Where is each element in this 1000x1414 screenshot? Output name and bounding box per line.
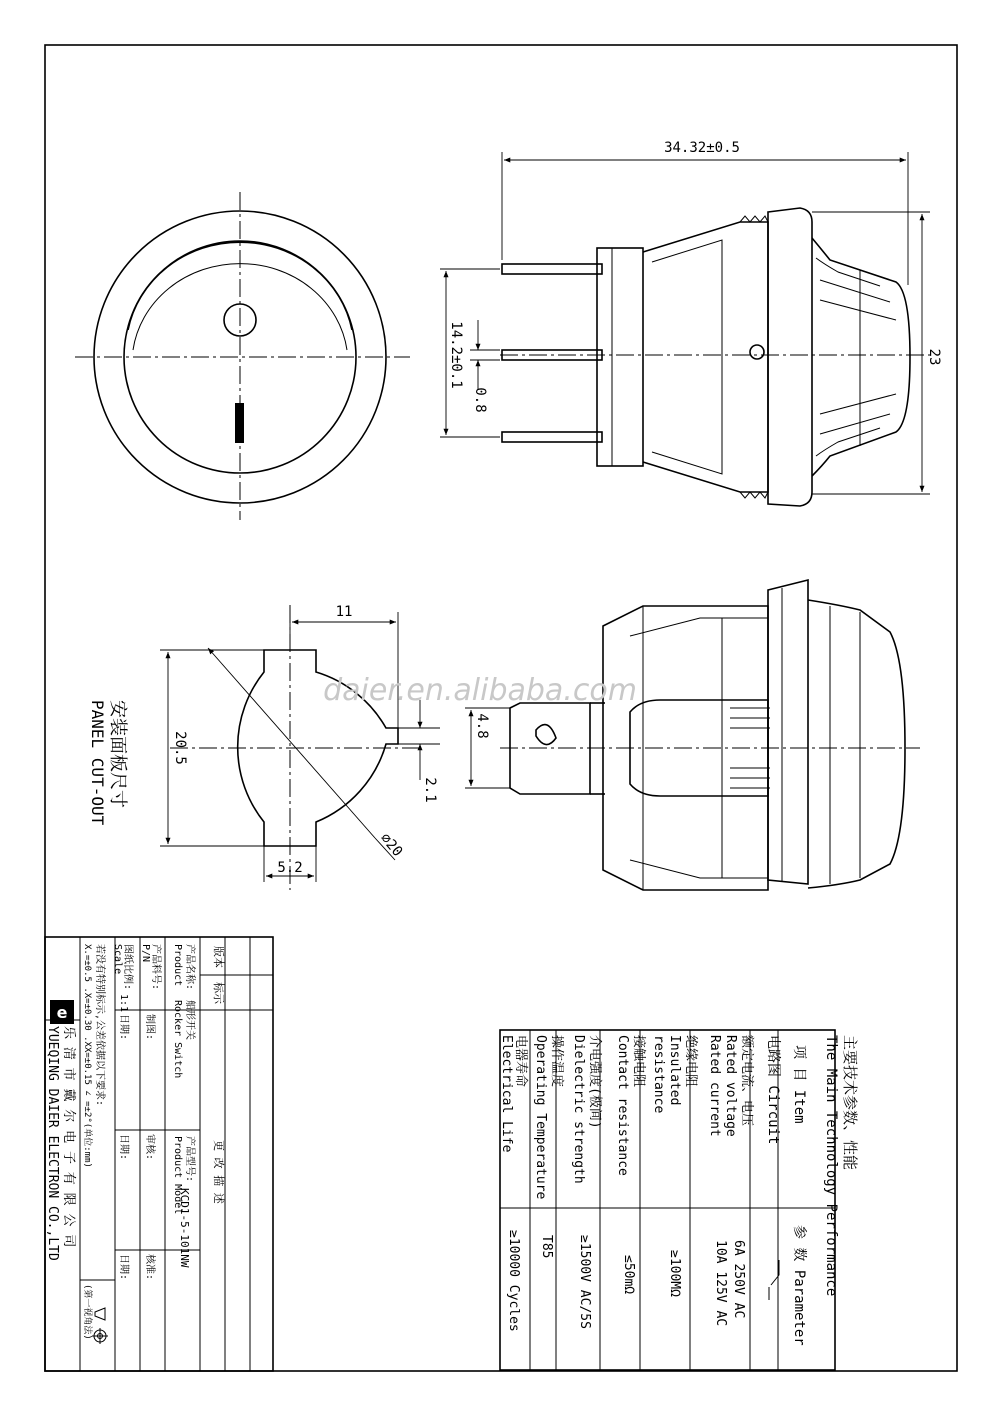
performance-value-contact: ≤50mΩ [621, 1255, 636, 1295]
performance-value-rated-2: 10A 125V AC [713, 1240, 728, 1327]
performance-row-dielectric-1: 介电强度(极间) [587, 1035, 602, 1129]
performance-value-dielectric: ≥1500V AC/5S [577, 1235, 592, 1329]
performance-row-insulated-3: resistance [651, 1035, 666, 1114]
performance-row-temp-2: Operating Temperature [533, 1035, 548, 1200]
performance-row-rated-3: Rated current [707, 1035, 722, 1137]
dim-terminal-width: 4.8 [474, 713, 490, 739]
product-name-label-cn: 产品名称: [184, 944, 195, 991]
performance-row-dielectric-2: Dielectric strength [571, 1035, 586, 1184]
watermark: daier.en.alibaba.com [323, 673, 637, 708]
tolerance-values: X.=±0.5 .X=±0.30 .XX=±0.15 ∠ =±2°(单位:mm) [82, 944, 92, 1168]
title-col-version: 版本 [212, 946, 225, 968]
date-label-approve: 日期: [118, 1254, 129, 1281]
performance-row-contact-2: Contact resistance [615, 1035, 630, 1176]
performance-row-insulated-2: Insulated [667, 1035, 682, 1106]
scale-value: 1:1 [118, 994, 129, 1013]
dim-cutout-width: 11 [335, 604, 353, 620]
performance-row-rated-2: Rated voltage [723, 1035, 738, 1137]
side-view-dimensions [440, 140, 942, 494]
product-name-label-en: Product [172, 944, 183, 987]
performance-row-life-1: 电器寿命 [513, 1035, 528, 1088]
performance-col-param: 参 数 Parameter [791, 1225, 807, 1346]
scale-label-cn: 图纸比例: [122, 944, 133, 991]
performance-value-rated-1: 6A 250V AC [731, 1240, 746, 1319]
dim-cutout-key: 2.1 [422, 777, 438, 803]
projection-label: (第一视角法) [82, 1284, 92, 1340]
tolerance-note: 若没有特别标示,公差依据以下要求: [94, 944, 105, 1107]
dim-width-total: 34.32±0.5 [664, 140, 740, 156]
performance-value-life: ≥10000 Cycles [506, 1230, 521, 1332]
performance-value-insulated: ≥100MΩ [667, 1250, 682, 1297]
approve-label: 核准: [144, 1254, 155, 1281]
performance-title-en: The Main Technology Performance [823, 1035, 839, 1297]
company-en: YUEQING DAIER ELECTRON CO.,LTD [45, 1026, 60, 1261]
product-model: KCD1-5-101NW [178, 1188, 191, 1268]
side-view [500, 208, 930, 506]
performance-row-life-2: Electrical Life [499, 1035, 514, 1153]
performance-row-temp-1: 操作温度 [549, 1035, 564, 1088]
front-view [75, 192, 410, 520]
projection-symbol-icon [92, 1308, 108, 1344]
panel-cutout-view [170, 605, 420, 890]
performance-title-cn: 主要技术参数、性能 [841, 1035, 859, 1171]
dim-height-total: 23 [926, 348, 942, 366]
performance-row-circuit: 电路图 Circuit [765, 1035, 781, 1145]
product-no-label-cn: 产品料号: [150, 944, 161, 991]
dim-cutout-height: 20.5 [172, 731, 188, 765]
scale-label-en: Scale [112, 944, 123, 975]
dim-pin-span: 14.2±0.1 [448, 321, 464, 389]
draw-label: 制图: [144, 1014, 155, 1041]
performance-row-contact-1: 接触电阻 [631, 1035, 646, 1088]
product-model-label-cn: 产品型号: [184, 1136, 195, 1183]
product-model-label-en: Product Model [172, 1136, 183, 1215]
product-name-cn: 船形开关 [184, 1000, 195, 1040]
performance-row-rated-1: 额定电流、电压 [739, 1035, 754, 1127]
check-label: 审核: [144, 1134, 155, 1161]
panel-cutout-label-cn: 安装面板尺寸 [107, 700, 128, 808]
title-block [45, 937, 273, 1371]
top-view [500, 580, 920, 890]
dim-cutout-diameter: ⌀20 [376, 830, 406, 860]
title-col-mark: 标示 [212, 982, 225, 1004]
panel-cutout-label-en: PANEL CUT-OUT [88, 700, 107, 826]
svg-text:e: e [56, 1003, 68, 1022]
dim-pin-thickness: 0.8 [472, 387, 488, 413]
title-col-change: 更 改 描 述 [212, 1140, 225, 1204]
dim-cutout-notch: 5.2 [277, 860, 303, 876]
product-name-en: Rocker Switch [172, 1000, 183, 1079]
company-cn: 乐 清 市 戴 尔 电 子 有 限 公 司 [61, 1026, 76, 1248]
performance-table [499, 1030, 859, 1370]
performance-row-insulated-1: 绝缘电阻 [683, 1035, 698, 1088]
performance-col-item: 项 目 Item [791, 1045, 807, 1124]
date-label-draw: 日期: [118, 1014, 129, 1041]
company-logo [50, 1000, 74, 1024]
product-no-label-en: P/N [140, 944, 151, 963]
date-label-check: 日期: [118, 1134, 129, 1161]
performance-value-temp: T85 [539, 1235, 554, 1259]
